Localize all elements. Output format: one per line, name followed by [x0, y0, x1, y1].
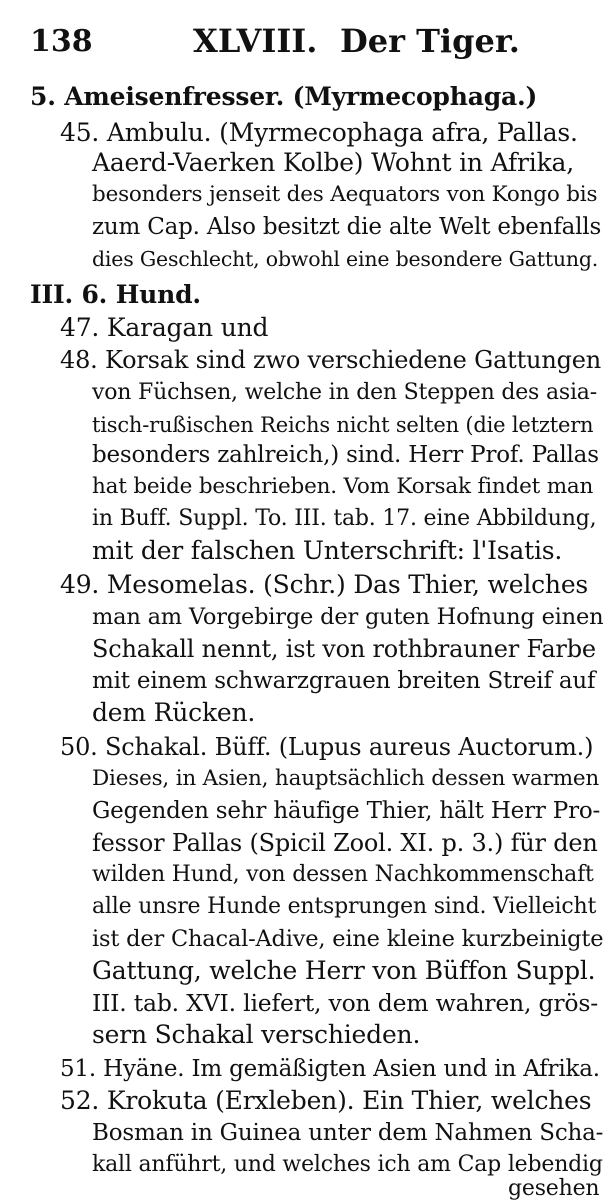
text-line: III. tab. XVI. liefert, von dem wahren, grös- — [92, 989, 598, 1017]
chapter-numeral: XLVIII. — [193, 22, 318, 60]
text-line: 47. Karagan und — [60, 313, 269, 342]
text-line: mit der falschen Unterschrift: l'Isatis. — [92, 536, 563, 565]
text-line: von Füchsen, welche in den Steppen des asia- — [92, 380, 597, 405]
text-line: besonders jenseit des Aequators von Kongo bis — [92, 182, 598, 207]
page-header — [30, 18, 590, 66]
text-line: Bosman in Guinea unter dem Nahmen Scha- — [92, 1120, 604, 1146]
text-line: sern Schakal verschieden. — [92, 1020, 421, 1049]
text-line: Gegenden sehr häufige Thier, hält Herr Pro- — [92, 798, 601, 824]
catchword: gesehen — [508, 1176, 600, 1201]
text-line: mit einem schwarzgrauen breiten Streif auf — [92, 668, 596, 694]
text-line: fessor Pallas (Spicil Zool. XI. p. 3.) für den — [92, 829, 598, 857]
text-line: III. 6. Hund. — [30, 280, 201, 309]
text-line: Schakall nennt, ist von rothbrauner Farbe — [92, 635, 596, 663]
text-line: alle unsre Hunde entsprungen sind. Vielleicht — [92, 894, 597, 919]
text-line: 52. Krokuta (Erxleben). Ein Thier, welches — [60, 1086, 592, 1115]
text-line: Dieses, in Asien, hauptsächlich dessen warmen — [92, 766, 600, 791]
page-number: 138 — [30, 24, 93, 59]
text-line: wilden Hund, von dessen Nachkommenschaft — [92, 862, 594, 887]
text-line: besonders zahlreich,) sind. Herr Prof. Pallas — [92, 442, 599, 468]
text-line: Aaerd-Vaerken Kolbe) Wohnt in Afrika, — [92, 148, 574, 177]
text-line: 49. Mesomelas. (Schr.) Das Thier, welches — [60, 570, 589, 599]
text-line: 51. Hyäne. Im gemäßigten Asien und in Afrika. — [60, 1056, 600, 1082]
text-line: 5. Ameisenfresser. (Myrmecophaga.) — [30, 82, 538, 111]
text-line: dem Rücken. — [92, 698, 256, 727]
text-line: hat beide beschrieben. Vom Korsak findet man — [92, 474, 594, 499]
text-line: man am Vorgebirge der guten Hofnung einen — [92, 604, 604, 630]
text-line: in Buff. Suppl. To. III. tab. 17. eine Abbildung, — [92, 506, 597, 531]
text-line: 50. Schakal. Büff. (Lupus aureus Auctorum.) — [60, 733, 594, 761]
text-line: 48. Korsak sind zwo verschiedene Gattungen — [60, 346, 601, 374]
text-line: tisch-rußischen Reichs nicht selten (die letztern — [92, 413, 594, 437]
text-line: 45. Ambulu. (Myrmecophaga afra, Pallas. — [60, 118, 578, 147]
text-line: zum Cap. Also besitzt die alte Welt ebenfalls — [92, 214, 602, 240]
running-title: Der Tiger. — [340, 22, 520, 60]
text-line: kall anführt, und welches ich am Cap lebendig — [92, 1152, 603, 1177]
text-line: ist der Chacal-Adive, eine kleine kurzbeinigte — [92, 926, 604, 952]
text-line: dies Geschlecht, obwohl eine besondere Gattung. — [92, 247, 599, 271]
text-line: Gattung, welche Herr von Büffon Suppl. — [92, 956, 596, 985]
